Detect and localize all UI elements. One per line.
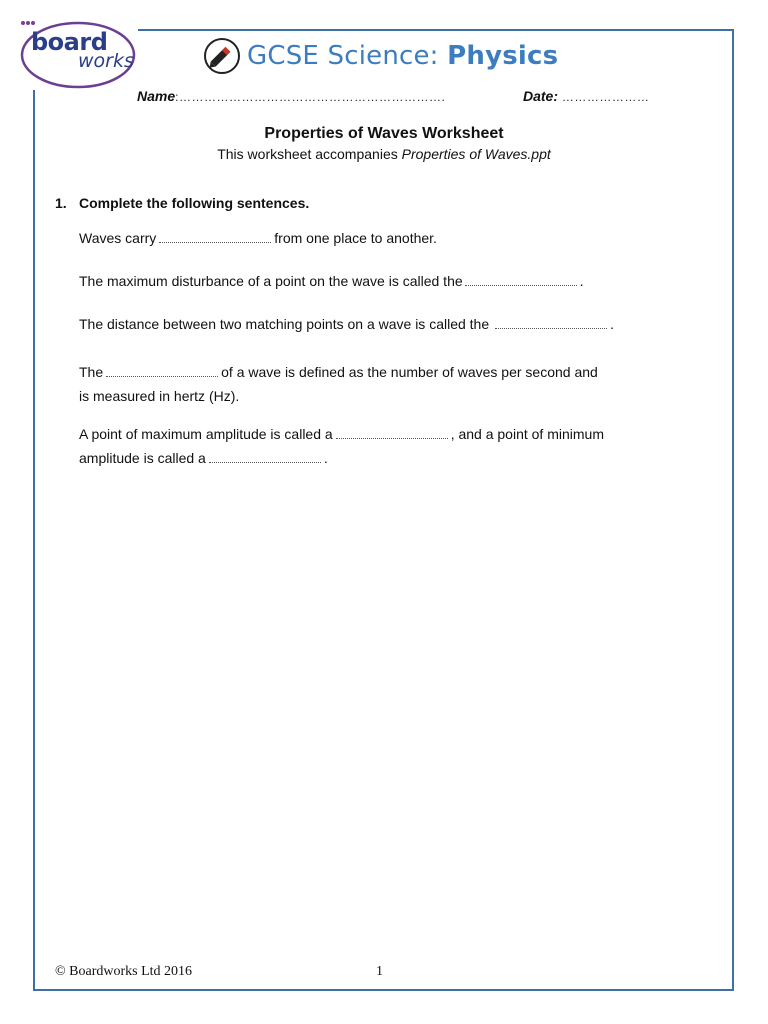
answer-blank-1[interactable] [159, 228, 271, 243]
boardworks-logo [20, 20, 138, 90]
page-title: GCSE Science: Physics [247, 41, 559, 71]
question-heading [55, 195, 309, 211]
sentence-2: The maximum disturbance of a point on the wave is called the . [79, 273, 584, 289]
page-border [33, 29, 734, 991]
answer-blank-3[interactable] [495, 314, 607, 329]
worksheet-title: Properties of Waves Worksheet [264, 125, 504, 142]
date-field [523, 88, 649, 104]
name-field [137, 88, 445, 104]
pencil-icon [203, 37, 241, 75]
copyright-footer: © Boardworks Ltd 2016 [55, 964, 193, 979]
question-number: 1. [55, 195, 67, 211]
worksheet-subtitle: This worksheet accompanies Properties of Waves.ppt [217, 146, 551, 162]
question-prompt: Complete the following sentences. [79, 195, 310, 211]
logo-board-text: board [31, 28, 108, 56]
answer-blank-2[interactable] [465, 271, 577, 286]
answer-blank-5[interactable] [336, 424, 448, 439]
sentence-3: The distance between two matching points on a wave is called the . [79, 316, 615, 332]
date-label: Date: [523, 88, 559, 104]
page-number: 1 [376, 964, 383, 979]
logo-dots-icon [20, 20, 36, 26]
header-title [203, 34, 558, 78]
name-blank[interactable]: :………………………………………………………. [175, 90, 446, 104]
answer-blank-6[interactable] [209, 448, 321, 463]
sentence-5: A point of maximum amplitude is called a , and a point of minimum amplitude is called a . [79, 426, 604, 466]
name-label: Name [137, 88, 176, 104]
date-blank[interactable]: ………………… [561, 90, 650, 104]
logo-works-text: works [78, 50, 134, 72]
sentence-4: The of a wave is defined as the number of waves per second and is measured in hertz (Hz). [79, 364, 598, 404]
answer-blank-4[interactable] [106, 362, 218, 377]
sentence-1: Waves carry from one place to another. [79, 230, 437, 246]
